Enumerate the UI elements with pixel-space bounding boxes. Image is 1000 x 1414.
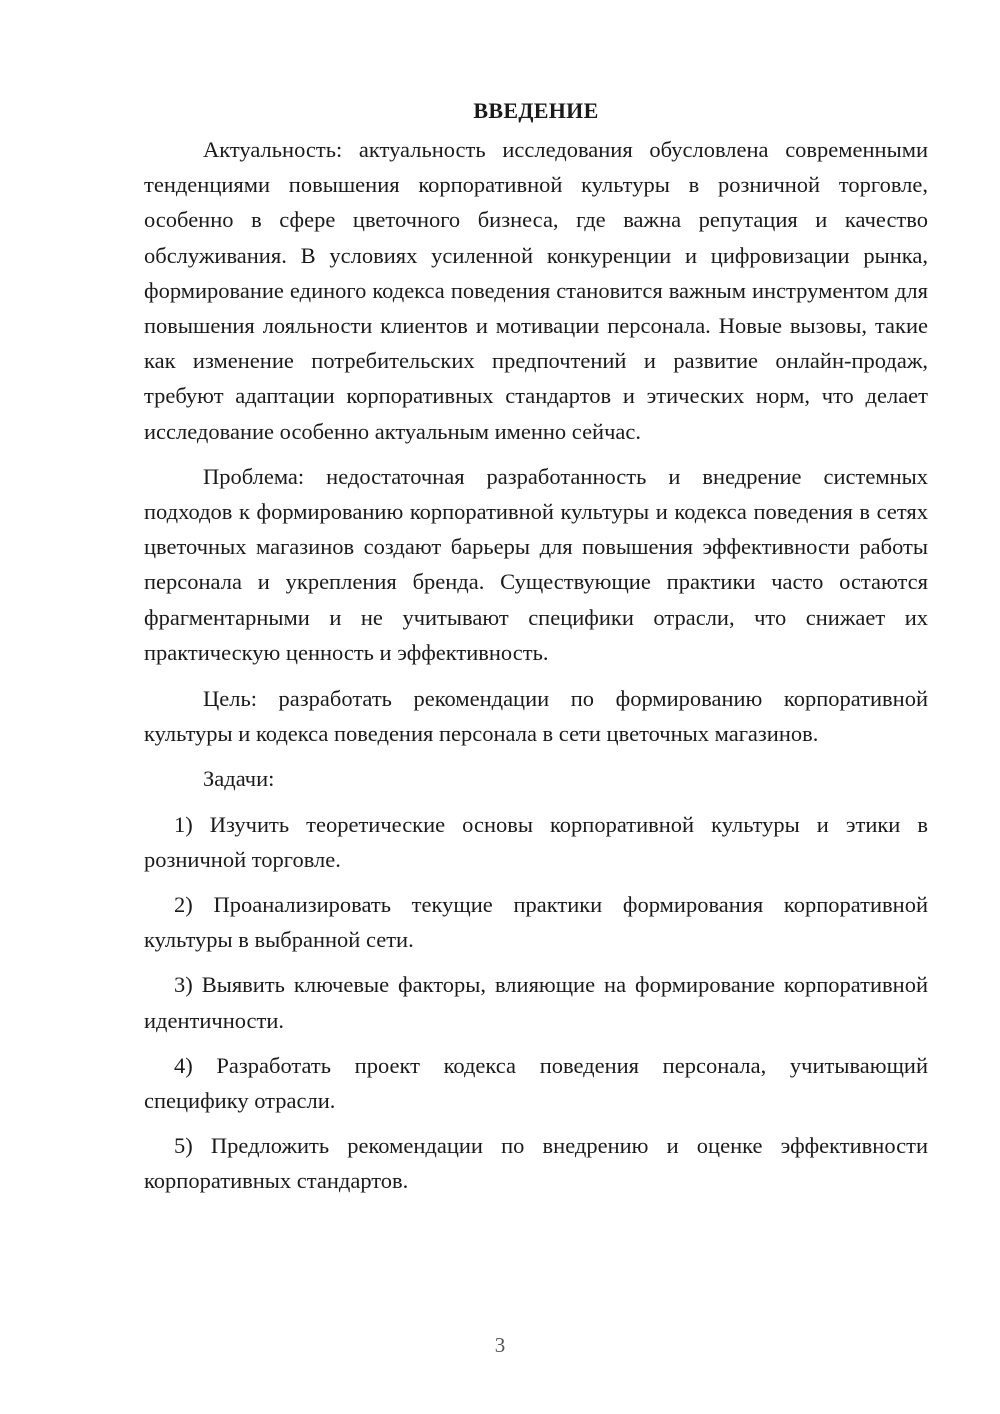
goal-paragraph: Цель: разработать рекомендации по формированию корпоративной культуры и кодекса поведения персонала в сети цветочных магазинов. [144, 686, 928, 747]
tasks-list [144, 807, 928, 1199]
task-item-3: 3) Выявить ключевые факторы, влияющие на формирование корпоративной идентичности. [144, 972, 928, 1033]
task-item-1: 1) Изучить теоретические основы корпоративной культуры и этики в розничной торговле. [144, 811, 928, 872]
page-number: 3 [494, 1333, 506, 1357]
relevance-paragraph: Актуальность: актуальность исследования обусловлена современными тенденциями повышения корпоративной культуры в розничной торговле, особенно в сфере цветочного бизнеса, где важна репутация и качество обслуживания. В условиях усиленной конкуренции и цифровизации рынка, формирование единого кодекса поведения становится важным инструментом для повышения лояльности клиентов и мотивации персонала. Новые вызовы, такие как изменение потребительских предпочтений и развитие онлайн-продаж, требуют адаптации корпоративных стандартов и этических норм, что делает исследование особенно актуальным именно сейчас. [144, 137, 928, 444]
task-item-2: 2) Проанализировать текущие практики формирования корпоративной культуры в выбранной сети. [144, 892, 928, 953]
page-content [144, 96, 928, 1199]
tasks-heading: Задачи: [203, 766, 275, 792]
section-heading: ВВЕДЕНИЕ [473, 98, 599, 123]
problem-paragraph: Проблема: недостаточная разработанность и внедрение системных подходов к формированию корпоративной культуры и кодекса поведения в сетях цветочных магазинов создают барьеры для повышения эффективности работы персонала и укрепления бренда. Существующие практики часто остаются фрагментарными и не учитывают специфики отрасли, что снижает их практическую ценность и эффективность. [144, 463, 928, 665]
task-item-5: 5) Предложить рекомендации по внедрению и оценке эффективности корпоративных стандартов. [144, 1133, 928, 1194]
task-item-4: 4) Разработать проект кодекса поведения персонала, учитывающий специфику отрасли. [144, 1052, 928, 1114]
